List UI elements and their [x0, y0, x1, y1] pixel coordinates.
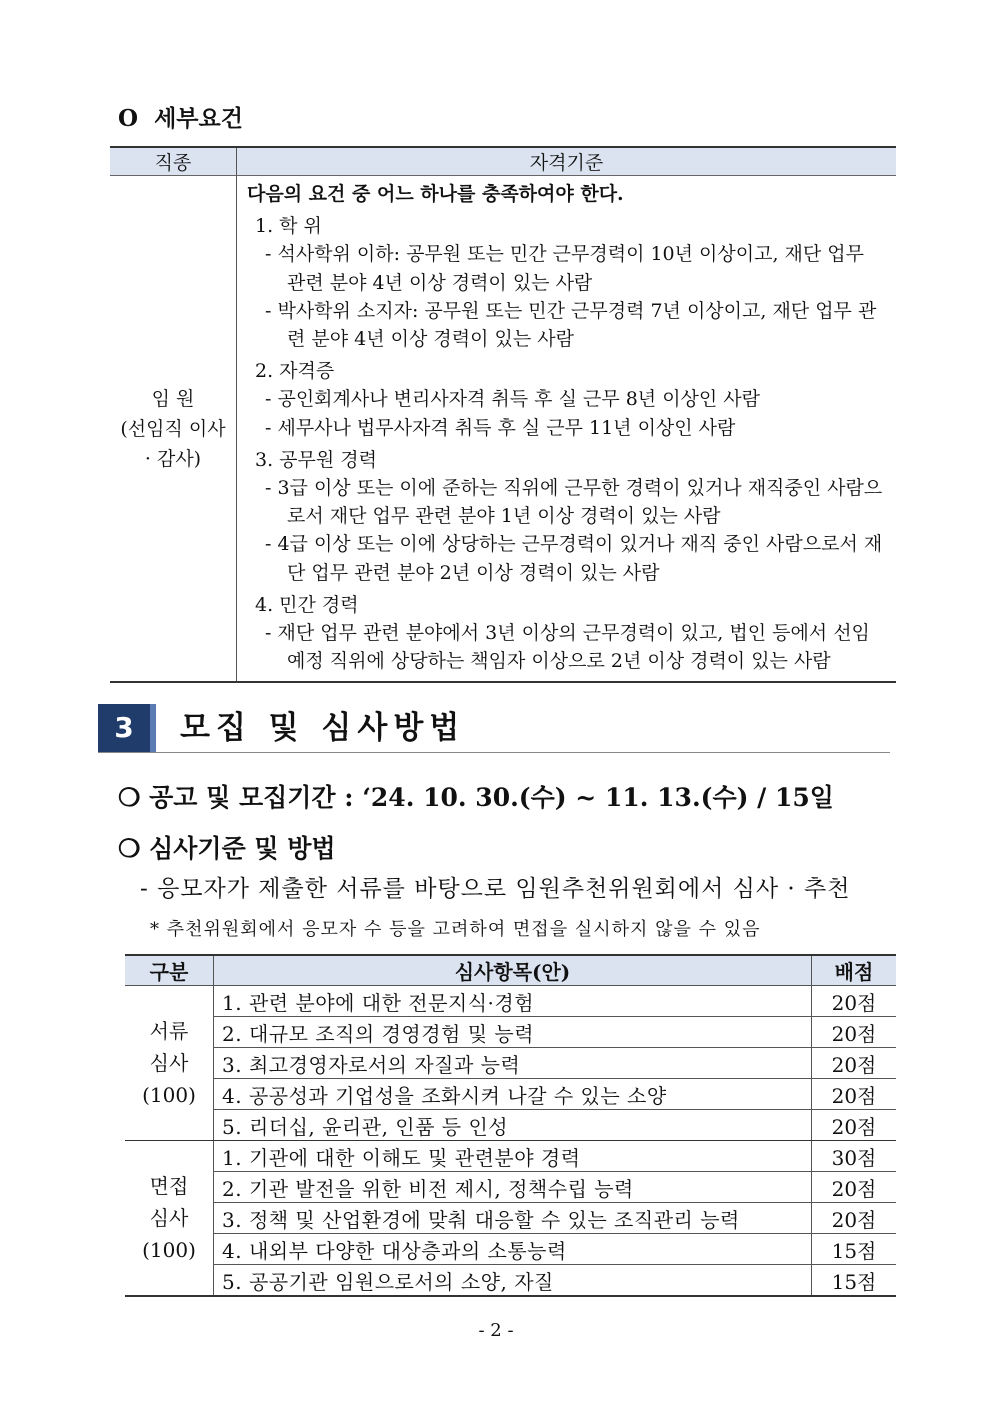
table-row — [125, 1234, 896, 1265]
table-row — [110, 176, 896, 683]
screening-heading: ❍ 심사기준 및 방법 — [118, 834, 336, 863]
screening-description: - 응모자가 제출한 서류를 바탕으로 임원추천위원회에서 심사 · 추천 — [140, 876, 851, 902]
screening-item: 3. 최고경영자로서의 자질과 능력 — [214, 1048, 812, 1079]
position-cell — [110, 176, 237, 683]
group-label-line: 면접 — [149, 1174, 189, 1198]
category-title: 1. 학 위 — [255, 215, 322, 238]
table-row — [125, 1017, 896, 1048]
screening-score: 20점 — [812, 1110, 897, 1141]
group-label-line: 서류 — [149, 1019, 189, 1043]
group-label-document — [125, 986, 214, 1141]
screening-note: * 추천위원회에서 응모자 수 등을 고려하여 면접을 실시하지 않을 수 있음 — [150, 919, 761, 940]
group-label-interview — [125, 1141, 214, 1297]
screening-score: 20점 — [812, 986, 897, 1017]
group-label-line: 심사 — [149, 1206, 189, 1230]
group-label-line: (100) — [142, 1238, 196, 1262]
table-row — [125, 986, 896, 1017]
screening-item: 1. 기관에 대한 이해도 및 관련분야 경력 — [214, 1141, 812, 1172]
screening-score: 15점 — [812, 1234, 897, 1265]
criteria-item: - 석사학위 이하: 공무원 또는 민간 근무경력이 10년 이상이고, 재단 업무 관련 분야 4년 이상 경력이 있는 사람 — [265, 243, 864, 294]
screening-item: 5. 공공기관 임원으로서의 소양, 자질 — [214, 1265, 812, 1297]
col-header-item: 심사항목(안) — [214, 955, 812, 986]
screening-score: 30점 — [812, 1141, 897, 1172]
screening-item: 3. 정책 및 산업환경에 맞춰 대응할 수 있는 조직관리 능력 — [214, 1203, 812, 1234]
col-header-position: 직종 — [110, 147, 237, 176]
position-line: · 감사) — [144, 447, 202, 470]
screening-score: 20점 — [812, 1079, 897, 1110]
table-row — [125, 1203, 896, 1234]
criteria-item: - 4급 이상 또는 이에 상당하는 근무경력이 있거나 재직 중인 사람으로서 재단 업무 관련 분야 2년 이상 경력이 있는 사람 — [265, 533, 883, 584]
screening-item: 4. 내외부 다양한 대상층과의 소통능력 — [214, 1234, 812, 1265]
group-label-line: 심사 — [149, 1051, 189, 1075]
category-title: 2. 자격증 — [255, 360, 335, 383]
table-row — [125, 1172, 896, 1203]
category-title: 4. 민간 경력 — [255, 593, 359, 616]
screening-score: 20점 — [812, 1203, 897, 1234]
screening-item: 2. 대규모 조직의 경영경험 및 능력 — [214, 1017, 812, 1048]
screening-item: 4. 공공성과 기업성을 조화시켜 나갈 수 있는 소양 — [214, 1079, 812, 1110]
requirements-table — [110, 146, 896, 683]
criteria-item: - 3급 이상 또는 이에 준하는 직위에 근무한 경력이 있거나 재직중인 사람으로서 재단 업무 관련 분야 1년 이상 경력이 있는 사람 — [265, 477, 883, 528]
section-divider — [98, 752, 890, 753]
heading-text: 세부요건 — [154, 105, 243, 132]
group-label-line: (100) — [142, 1083, 196, 1107]
page-number: - 2 - — [478, 1320, 514, 1341]
table-row — [125, 1265, 896, 1297]
requirements-heading — [118, 100, 243, 133]
position-line: (선임직 이사 — [120, 417, 226, 440]
criteria-item: - 박사학위 소지자: 공무원 또는 민간 근무경력 7년 이상이고, 재단 업무 관련 분야 4년 이상 경력이 있는 사람 — [265, 299, 877, 351]
table-header-row — [125, 955, 896, 986]
table-row — [125, 1110, 896, 1141]
heading-marker: O — [118, 105, 139, 132]
criteria-intro: 다음의 요건 중 어느 하나를 충족하여야 한다. — [247, 183, 624, 205]
table-header-row — [110, 147, 896, 176]
col-header-score: 배점 — [812, 955, 897, 986]
position-line: 임 원 — [151, 387, 195, 410]
screening-table — [125, 954, 896, 1297]
criteria-item: - 재단 업무 관련 분야에서 3년 이상의 근무경력이 있고, 법인 등에서 선임 예정 직위에 상당하는 책임자 이상으로 2년 이상 경력이 있는 사람 — [265, 622, 870, 673]
criteria-item: - 세무사나 법무사자격 취득 후 실 근무 11년 이상인 사람 — [265, 416, 736, 439]
recruitment-period: ❍ 공고 및 모집기간 : ‘24. 10. 30.(수) ~ 11. 13.(수) / 15일 — [118, 783, 834, 812]
screening-score: 20점 — [812, 1048, 897, 1079]
criteria-item: - 공인회계사나 변리사자격 취득 후 실 근무 8년 이상인 사람 — [265, 388, 761, 411]
section-title: 모집 및 심사방법 — [180, 710, 466, 746]
col-header-criteria: 자격기준 — [237, 147, 897, 176]
table-row — [125, 1079, 896, 1110]
screening-score: 20점 — [812, 1017, 897, 1048]
screening-item: 5. 리더십, 윤리관, 인품 등 인성 — [214, 1110, 812, 1141]
screening-item: 1. 관련 분야에 대한 전문지식·경험 — [214, 986, 812, 1017]
screening-score: 20점 — [812, 1172, 897, 1203]
criteria-cell — [237, 176, 897, 683]
section-accent-bar — [150, 704, 156, 752]
table-row — [125, 1141, 896, 1172]
section-number: 3 — [98, 704, 150, 752]
col-header-category: 구분 — [125, 955, 214, 986]
screening-score: 15점 — [812, 1265, 897, 1297]
category-title: 3. 공무원 경력 — [255, 448, 377, 471]
table-row — [125, 1048, 896, 1079]
screening-item: 2. 기관 발전을 위한 비전 제시, 정책수립 능력 — [214, 1172, 812, 1203]
